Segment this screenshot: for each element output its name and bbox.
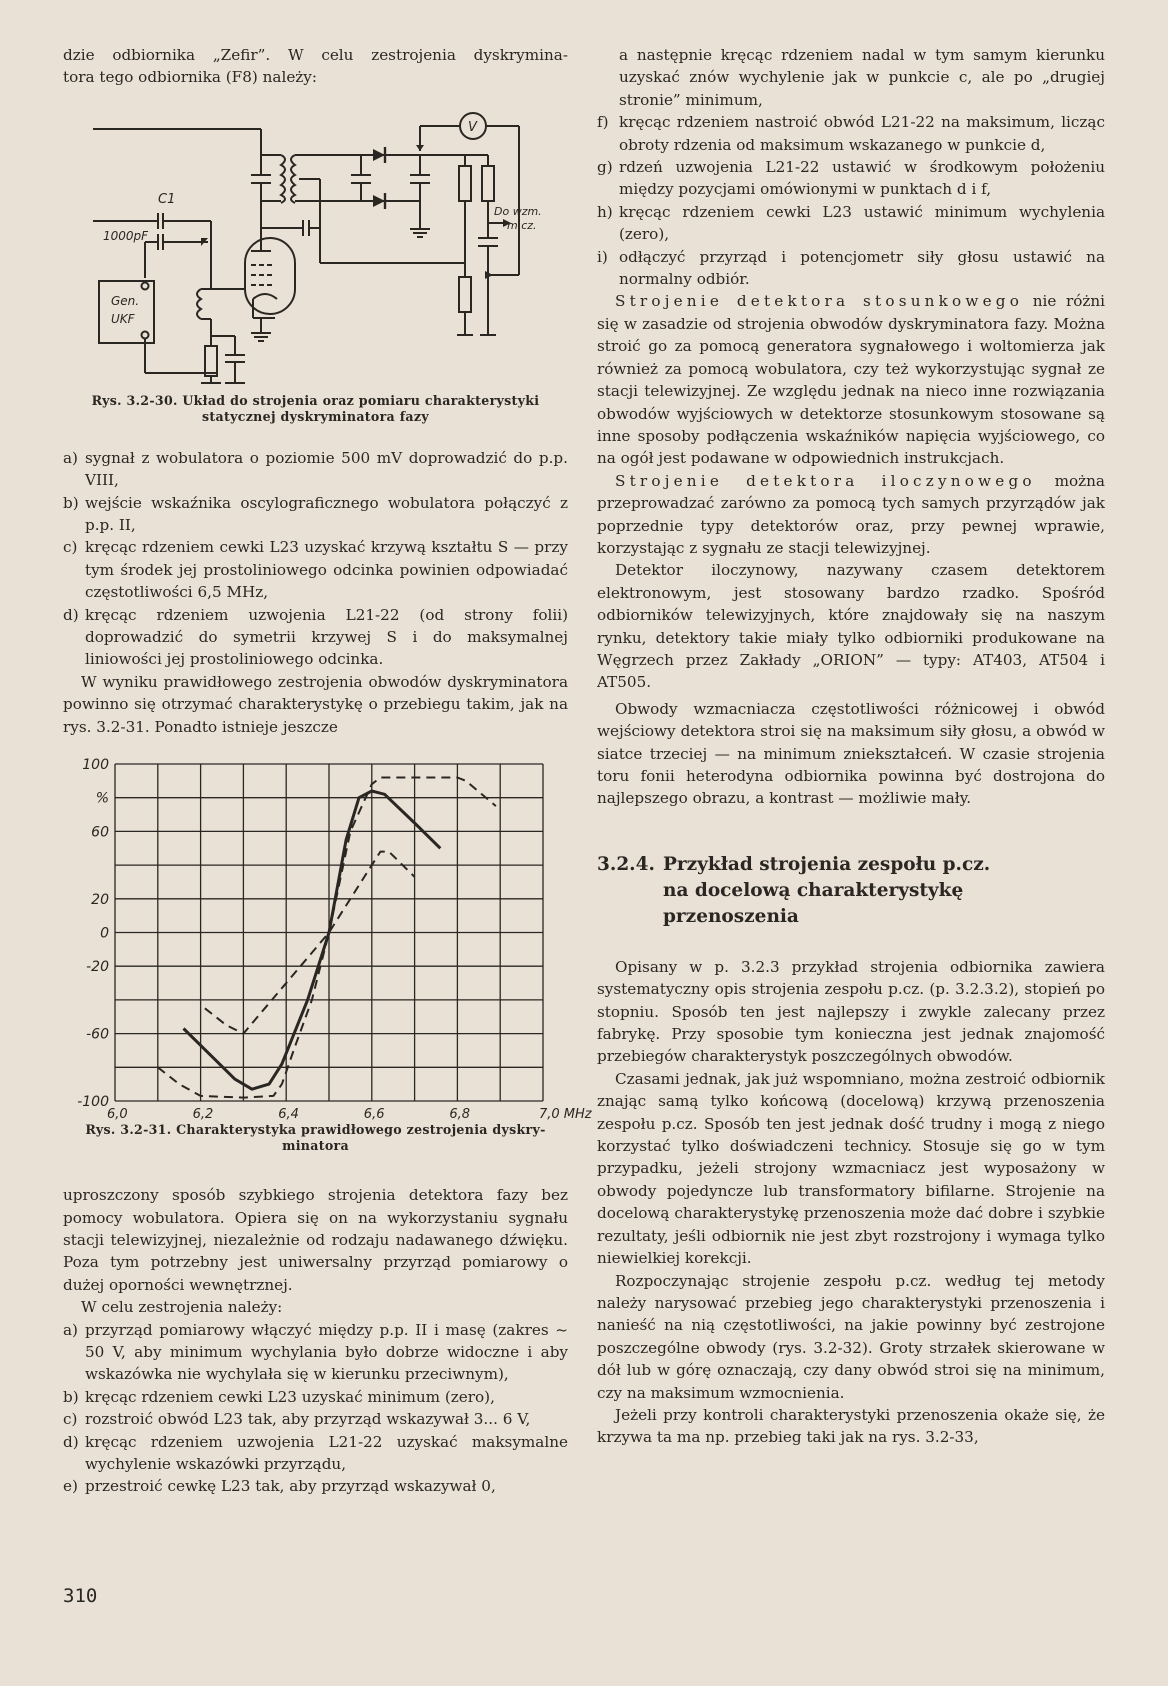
para-rozpoczynajac: Rozpoczynając strojenie zespołu p.cz. według tej metody należy narysować przebieg jego charakterystyki przenoszenia i nanieść na nią częstotliwości, na jakie powinny być zestrojone poszczególne obwody (rys. 3.2-32). Groty strzałek skierowane w dół lub w górę oznaczają, czy dany obwód stroi się na minimum, czy na maksimum wzmocnienia. bbox=[597, 1271, 1105, 1402]
page-number: 310 bbox=[63, 1585, 98, 1607]
list-item bbox=[63, 1319, 568, 1386]
label-out-2: m cz. bbox=[507, 218, 537, 232]
list-item-text: odłączyć przyrząd i potencjometr siły głosu ustawić na normalny odbiór. bbox=[619, 247, 1105, 289]
para-czasami: Czasami jednak, jak już wspomniano, można zestroić odbiornik znając samą tylko końcową (docelową) krzywą przenoszenia zespołu p.cz. Sposób ten jest jednak dość trudny i mogą z niego korzystać tylko doświadczeni technicy. Stosuje się go w tym przypadku, jeżeli strojony wzmacniacz jest wyposażony w obwody pojedyncze lub transformatory bifilarne. Strojenie na docelową charakterystykę przenoszenia może dać dobre i szybkie rezultaty, jeśli odbiornik nie jest zbyt rozstrojony i wymaga tylko niewielkiej korekcji. bbox=[597, 1069, 1105, 1268]
list-item-label: a) bbox=[63, 448, 78, 467]
list-item-text: rdzeń uzwojenia L21-22 ustawić w środkowym położeniu między pozycjami omówionymi w punktach d i f, bbox=[619, 158, 1105, 199]
para-jezeli: Jeżeli przy kontroli charakterystyki przenoszenia okaże się, że krzywa ta ma np. przebieg taki jak na rys. 3.2-33, bbox=[597, 1405, 1105, 1447]
y-unit-label: % bbox=[95, 790, 109, 807]
list-item-label: d) bbox=[63, 605, 79, 624]
label-out-1: Do wzm. bbox=[494, 204, 542, 218]
list-item bbox=[597, 156, 1105, 201]
label-voltmeter: V bbox=[468, 119, 477, 135]
x-tick-label: 7,0 MHz bbox=[539, 1107, 592, 1123]
list-item bbox=[597, 111, 1105, 156]
list-item-text: kręcąc rdzeniem nastroić obwód L21-22 na maksimum, licząc obroty rdzenia od maksimum wskazanego w punkcie d, bbox=[619, 113, 1105, 154]
x-tick-label: 6,0 bbox=[107, 1107, 128, 1123]
list-item-label: d) bbox=[63, 1432, 79, 1451]
list-item bbox=[63, 1386, 568, 1408]
label-ukf: UKF bbox=[111, 311, 135, 326]
list-item bbox=[63, 1431, 568, 1476]
list-item-label: c) bbox=[63, 538, 78, 557]
list-item-label: b) bbox=[63, 1387, 79, 1406]
list-item bbox=[63, 492, 568, 537]
section-title-line-2: na docelową charakterystykę przenoszenia bbox=[663, 879, 964, 927]
x-tick-label: 6,6 bbox=[363, 1107, 385, 1123]
list-item bbox=[63, 604, 568, 671]
x-tick-label: 6,4 bbox=[278, 1107, 299, 1123]
figure-30-caption bbox=[63, 393, 568, 425]
para-stosunkowy-lead: Strojenie detektora stosunkowego bbox=[615, 292, 1024, 311]
figure-3-2-30-circuit bbox=[63, 93, 568, 391]
list-item-text: wejście wskaźnika oscylograficznego wobulatora połączyć z p.p. II, bbox=[85, 493, 568, 535]
para-result: W wyniku prawidłowego zestrojenia obwodów dyskryminatora powinno się otrzymać charakterystykę o przebiegu takim, jak na rys. 3.2-31. Ponadto istnieje jeszcze bbox=[63, 672, 568, 736]
y-tick-label: -100 bbox=[77, 1094, 109, 1111]
para-detektor: Detektor iloczynowy, nazywany czasem detektorem elektronowym, jest stosowany bardzo rzadko. Spośród odbiorników telewizyjnych, które znajdowały się na naszym rynku, detektory takie miały tylko odbiorniki produkowane na Węgrzech przez Zakłady „ORION” — typy: AT403, AT504 i AT505. bbox=[597, 561, 1105, 692]
list-item-label: h) bbox=[597, 202, 613, 221]
list-item bbox=[63, 447, 568, 492]
y-tick-label: 60 bbox=[91, 824, 109, 841]
steps-list-2 bbox=[63, 1319, 568, 1498]
y-tick-label: 20 bbox=[91, 891, 109, 908]
list-item-label: f) bbox=[597, 113, 609, 132]
list-item-label: e) bbox=[63, 1477, 78, 1496]
label-gen: Gen. bbox=[111, 293, 140, 308]
list-item-text: sygnał z wobulatora o poziomie 500 mV doprowadzić do p.p. VIII, bbox=[85, 448, 568, 490]
figure-30-caption-line-2: statycznej dyskryminatora fazy bbox=[202, 408, 429, 424]
list-item bbox=[63, 1408, 568, 1430]
list-item bbox=[63, 1475, 568, 1497]
list-item-label: c) bbox=[63, 1410, 78, 1429]
list-item-text: rozstroić obwód L23 tak, aby przyrząd wskazywał 3... 6 V, bbox=[85, 1410, 531, 1429]
para-iloczynowy-lead: Strojenie detektora iloczynowego bbox=[615, 471, 1036, 490]
section-title-line-1: Przykład strojenia zespołu p.cz. bbox=[663, 853, 991, 875]
steps-list-1 bbox=[63, 447, 568, 671]
list-item-text: kręcąc rdzeniem cewki L23 ustawić minimum wychylenia (zero), bbox=[619, 202, 1105, 244]
label-c1: C1 bbox=[158, 191, 176, 207]
para-opisany: Opisany w p. 3.2.3 przykład strojenia odbiornika zawiera systematyczny opis strojenia zespołu p.cz. (p. 3.2.3.2), stopień po stopniu. Sposób ten jest najlepszy i zwykle zalecany przez fabrykę. Przy sposobie tym konieczna jest jednak znajomość przebiegów charakterystyk poszczególnych obwodów. bbox=[597, 957, 1105, 1066]
list-item-label: i) bbox=[597, 247, 608, 266]
discriminator-chart bbox=[63, 746, 592, 1128]
list-item bbox=[597, 201, 1105, 246]
list-item-text: kręcąc rdzeniem cewki L23 uzyskać minimum (zero), bbox=[85, 1387, 495, 1406]
figure-3-2-31-chart bbox=[63, 746, 592, 1128]
figure-31-caption-line-2: minatora bbox=[282, 1138, 349, 1154]
figure-30-caption-line-1: Rys. 3.2-30. Układ do strojenia oraz pomiaru charakterystyki bbox=[91, 392, 540, 408]
series-line-nominal bbox=[184, 791, 441, 1089]
para-stosunkowy bbox=[597, 290, 1105, 469]
list-item-text: przyrząd pomiarowy włączyć między p.p. II i masę (zakres ~ 50 V, aby minimum wychylania było dobrze widoczne i aby wskazówka nie wychylała się w kierunku przeciwnym), bbox=[85, 1320, 568, 1384]
series-line-narrow bbox=[205, 852, 415, 1034]
list-item-text: przestroić cewkę L23 tak, aby przyrząd wskazywał 0, bbox=[85, 1477, 496, 1496]
intro-line-1: dzie odbiornika „Zefir”. W celu zestrojenia dyskrymina- bbox=[63, 46, 568, 64]
section-heading bbox=[597, 852, 1105, 930]
list-item-text: kręcąc rdzeniem uzwojenia L21-22 (od strony folii) doprowadzić do symetrii krzywej S i do maksymalnej liniowości jej prostoliniowego odcinka. bbox=[85, 605, 568, 669]
list-item-label: b) bbox=[63, 493, 79, 512]
list-item bbox=[63, 536, 568, 603]
para-iloczynowy-body: można przeprowadzać zarówno za pomocą tych samych przyrządów jak poprzednie typy detektorów oraz, przy pewnej wprawie, korzystając z sygnału ze stacji telewizyjnej. bbox=[597, 471, 1105, 557]
left-column bbox=[63, 44, 592, 1498]
right-column bbox=[597, 44, 1105, 1449]
list-item-text: kręcąc rdzeniem uzwojenia L21-22 uzyskać maksymalne wychylenie wskazówki przyrządu, bbox=[85, 1432, 568, 1473]
list-item-label: g) bbox=[597, 158, 613, 177]
y-tick-label: -20 bbox=[86, 959, 109, 976]
figure-31-caption-line-1: Rys. 3.2-31. Charakterystyka prawidłowego zestrojenia dyskry- bbox=[85, 1122, 546, 1138]
list-item bbox=[597, 246, 1105, 291]
list-item-label: a) bbox=[63, 1320, 78, 1339]
y-tick-label: -60 bbox=[86, 1026, 109, 1043]
circuit-diagram bbox=[63, 93, 568, 391]
section-number: 3.2.4. bbox=[597, 853, 655, 875]
intro-line-2: tora tego odbiornika (F8) należy: bbox=[63, 68, 318, 87]
para-simplified: uproszczony sposób szybkiego strojenia detektora fazy bez pomocy wobulatora. Opiera się on na wykorzystaniu sygnału stacji telewizyjnej, niezależnie od rodzaju nadawanego dźwięku. Poza tym potrzebny jest uniwersalny przyrząd pomiarowy o dużej oporności wewnętrznej. bbox=[63, 1186, 568, 1294]
y-tick-label: 100 bbox=[82, 757, 109, 774]
para-obwody: Obwody wzmacniacza częstotliwości różnicowej i obwód wejściowy detektora stroi się na maksimum siły głosu, a obwód w siatce trzeciej — na minimum zniekształceń. W czasie strojenia toru fonii heterodyna odbiornika powinna być dostrojona do najlepszego obrazu, a kontrast — możliwie mały. bbox=[597, 699, 1105, 808]
steps-list-3 bbox=[597, 111, 1105, 290]
label-1000pf: 1000pF bbox=[103, 228, 149, 243]
x-tick-label: 6,2 bbox=[192, 1107, 214, 1123]
list-item-text: kręcąc rdzeniem cewki L23 uzyskać krzywą kształtu S — przy tym środek jej prostoliniowego odcinka powinien odpowiadać częstotliwości 6,5 MHz, bbox=[85, 538, 568, 602]
x-tick-label: 6,8 bbox=[449, 1107, 471, 1123]
y-tick-label: 0 bbox=[100, 925, 109, 942]
para-celu: W celu zestrojenia należy: bbox=[81, 1298, 283, 1317]
para-stosunkowy-body: nie różni się w zasadzie od strojenia obwodów dyskryminatora fazy. Można stroić go za pomocą generatora sygnałowego i woltomierza jak również za pomocą wobulatora, czy też wykorzystując sygnał ze stacji telewizyjnej. Ze względu jednak na nieco inne rozwiązania obwodów wyjściowych w detektorze stosunkowym stosowane są inne sposoby podłączenia wskaźników napięcia wyjściowego, co na ogół jest podawane w odpowiednich instrukcjach. bbox=[597, 292, 1105, 468]
step-e-continued: a następnie kręcąc rdzeniem nadal w tym samym kierunku uzyskać znów wychylenie jak w punkcie c, ale po „drugiej stronie” minimum, bbox=[619, 46, 1105, 109]
series-line-wide bbox=[158, 778, 496, 1098]
para-iloczynowy bbox=[597, 470, 1105, 560]
